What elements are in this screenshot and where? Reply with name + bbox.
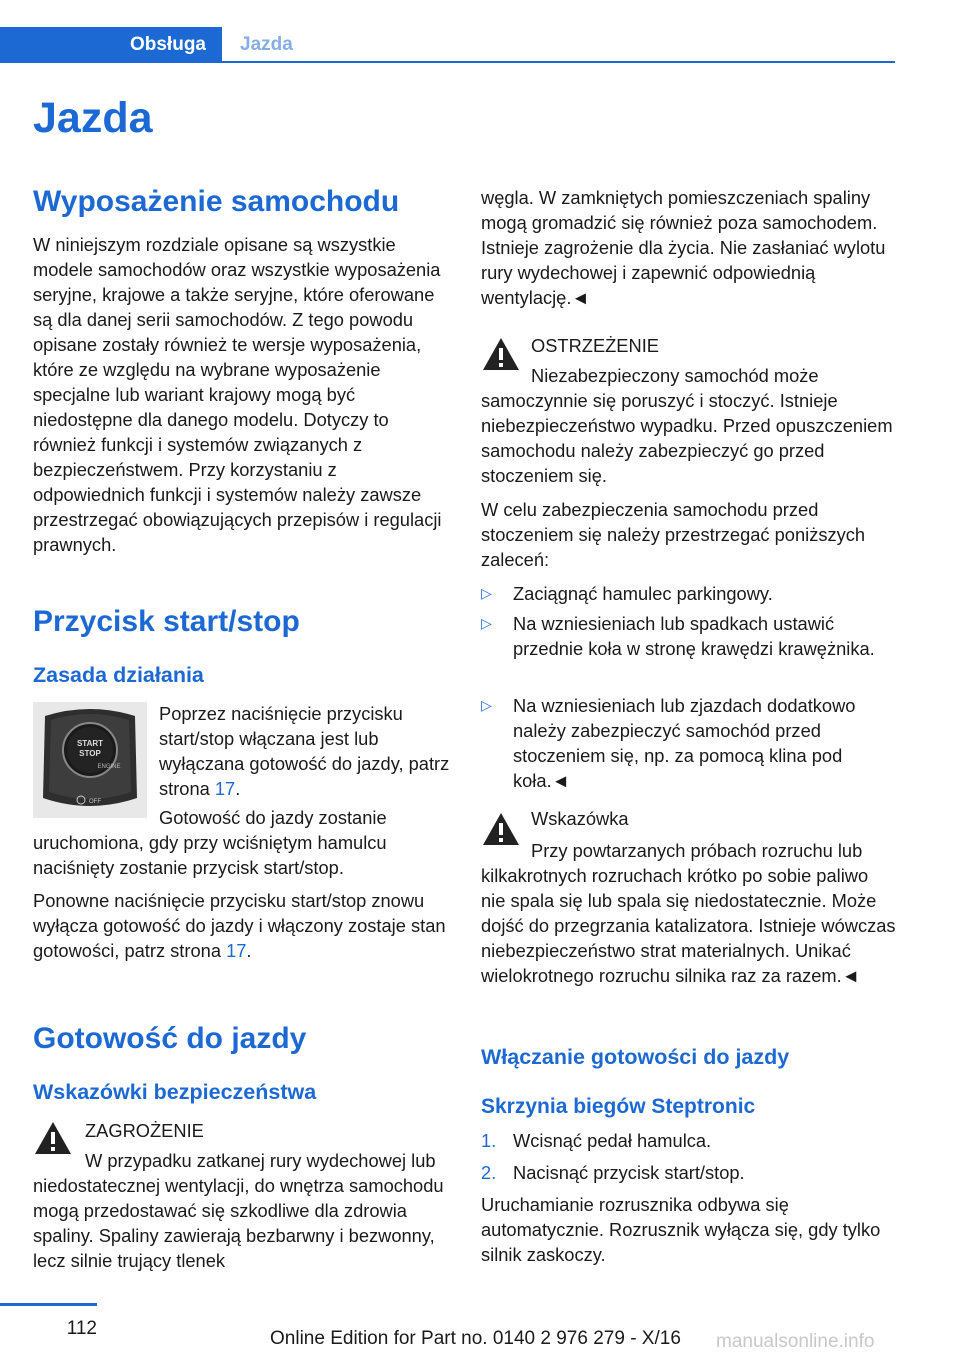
heading-przycisk: Przycisk start/stop: [33, 605, 300, 638]
bullet-arrow-icon: ▷: [481, 585, 492, 601]
subheading-zasada: Zasada działania: [33, 663, 204, 687]
list-item: [481, 693, 897, 793]
para1-text: Poprzez naciśnięcie przycisku start/stop włączana jest lub wyłączana gotowość do jazdy, patrz strona: [159, 703, 450, 799]
button-label-engine: ENGINE: [97, 764, 121, 770]
para3-end: .: [246, 940, 252, 961]
button-label-stop: STOP: [79, 749, 101, 758]
step-text: Wcisnąć pedał hamulca.: [513, 1130, 712, 1151]
subheading-steptronic: Skrzynia biegów Steptronic: [481, 1095, 756, 1118]
subheading-wskazowki: Wskazówki bezpieczeństwa: [33, 1080, 317, 1104]
heading-wyposazenie: Wyposażenie samochodu: [33, 185, 400, 218]
footer-rule: [0, 1303, 97, 1306]
list-item: [481, 1128, 897, 1153]
step-number: 1.: [481, 1130, 497, 1151]
bullet-text: Zaciągnąć hamulec parkingowy.: [513, 583, 773, 604]
warning1-label: ZAGROŻENIE: [85, 1120, 204, 1141]
header-tabbar: [0, 27, 895, 63]
button-label-start: START: [76, 739, 104, 748]
list-item: [481, 1160, 897, 1185]
page-ref-link[interactable]: 17: [214, 778, 236, 799]
heading-wlaczanie: Włączanie gotowości do jazdy: [481, 1045, 790, 1069]
step-number: 2.: [481, 1162, 497, 1183]
heading-gotowosc: Gotowość do jazdy: [33, 1022, 307, 1055]
page-number: 112: [66, 1318, 97, 1339]
rollaway-intro: W celu zabezpieczenia samochodu przed stoczeniem się należy przestrzegać poniższych zaleceń:: [481, 499, 866, 570]
section1-body: W niniejszym rozdziale opisane są wszystkie modele samochodów oraz wszystkie wyposażenia seryjne, krajowe a także seryjne, które oferowane są dla danej serii samochodów. Z tego powodu opisane zostały również te wersje wyposażenia, które ze względu na wybrane wyposażenie specjalne lub wariant krajowy mogą być niedostępne dla danego modelu. Dotyczy to również funkcji i systemów związanych z bezpieczeństwem. Przy korzystaniu z odpowiednich funkcji i systemów należy zawsze przestrzegać obowiązujących przepisów i regulacji prawnych.: [33, 234, 442, 555]
tab-jazda[interactable]: Jazda: [240, 34, 293, 55]
startstop-para1: [159, 701, 451, 801]
list-item: [481, 581, 897, 606]
startstop-para2: Gotowość do jazdy zostanie uruchomiona, gdy przy wciśniętym hamulcu naciśnięty zostanie przycisk start/stop.: [33, 807, 387, 878]
warning2-label: OSTRZEŻENIE: [531, 335, 659, 356]
page-ref-link-2[interactable]: 17: [226, 940, 247, 961]
start-stop-button-image: [33, 702, 147, 818]
list-item: [481, 611, 897, 686]
chapter-title: Jazda: [33, 94, 153, 142]
step-text: Nacisnąć przycisk start/stop.: [513, 1162, 745, 1183]
warning2-text: Niezabezpieczony samochód może samoczynnie się poruszyć i stoczyć. Istnieje niebezpieczeństwo wypadku. Przed opuszczeniem samochodu należy zabezpieczyć go przed stoczeniem się.: [481, 365, 893, 486]
bullet-arrow-icon: ▷: [481, 697, 492, 713]
watermark: manualsonline.info: [716, 1331, 875, 1352]
note-label: Wskazówka: [531, 808, 629, 829]
warning1-text-part1: W przypadku zatkanej rury wydechowej lub niedostatecznej wentylacji, do wnętrza samochodu mogą przedostawać się szkodliwe dla zdrowia spaliny. Spaliny zawierają bezbarwny i bezwonny, lecz silnie trujący tlenek: [33, 1150, 444, 1271]
button-label-off: OFF: [89, 799, 101, 805]
para3-text: Ponowne naciśnięcie przycisku start/stop znowu wyłącza gotowość do jazdy i włączony zostaje stan gotowości, patrz strona: [33, 890, 446, 961]
bullet-arrow-icon: ▷: [481, 615, 492, 631]
bullet-text: Na wzniesieniach lub spadkach ustawić przednie koła w stronę krawędzi krawężnika.: [513, 613, 875, 659]
note-text: Przy powtarzanych próbach rozruchu lub kilkakrotnych rozruchach krótko po sobie paliwo nie spala się lub spala się niedostatecznie. Może dojść do przegrzania katalizatora. Istnieje wówczas niebezpieczeństwo strat materialnych. Unikać wielokrotnego rozruchu silnika raz za razem.◄: [481, 840, 896, 986]
tab-obsluga[interactable]: Obsługa: [0, 27, 222, 63]
warning1-text-part2: węgla. W zamkniętych pomieszczeniach spaliny mogą gromadzić się również poza samochodem. Istnieje zagrożenie dla życia. Nie zasłaniać wylotu rury wydechowej i zapewnić odpowiednią wentylację.◄: [481, 187, 886, 308]
header-rule: [222, 61, 895, 63]
bullet-text: Na wzniesieniach lub zjazdach dodatkowo należy zabezpieczyć samochód przed stoczeniem się, np. za pomocą klina pod koła.◄: [513, 695, 856, 791]
edition-line: Online Edition for Part no. 0140 2 976 279 - X/16: [270, 1328, 681, 1349]
steptronic-outro: Uruchamianie rozrusznika odbywa się automatycznie. Rozrusznik wyłącza się, gdy tylko silnik zaskoczy.: [481, 1194, 881, 1265]
startstop-para3: [33, 888, 451, 963]
para1-end: .: [235, 778, 241, 799]
